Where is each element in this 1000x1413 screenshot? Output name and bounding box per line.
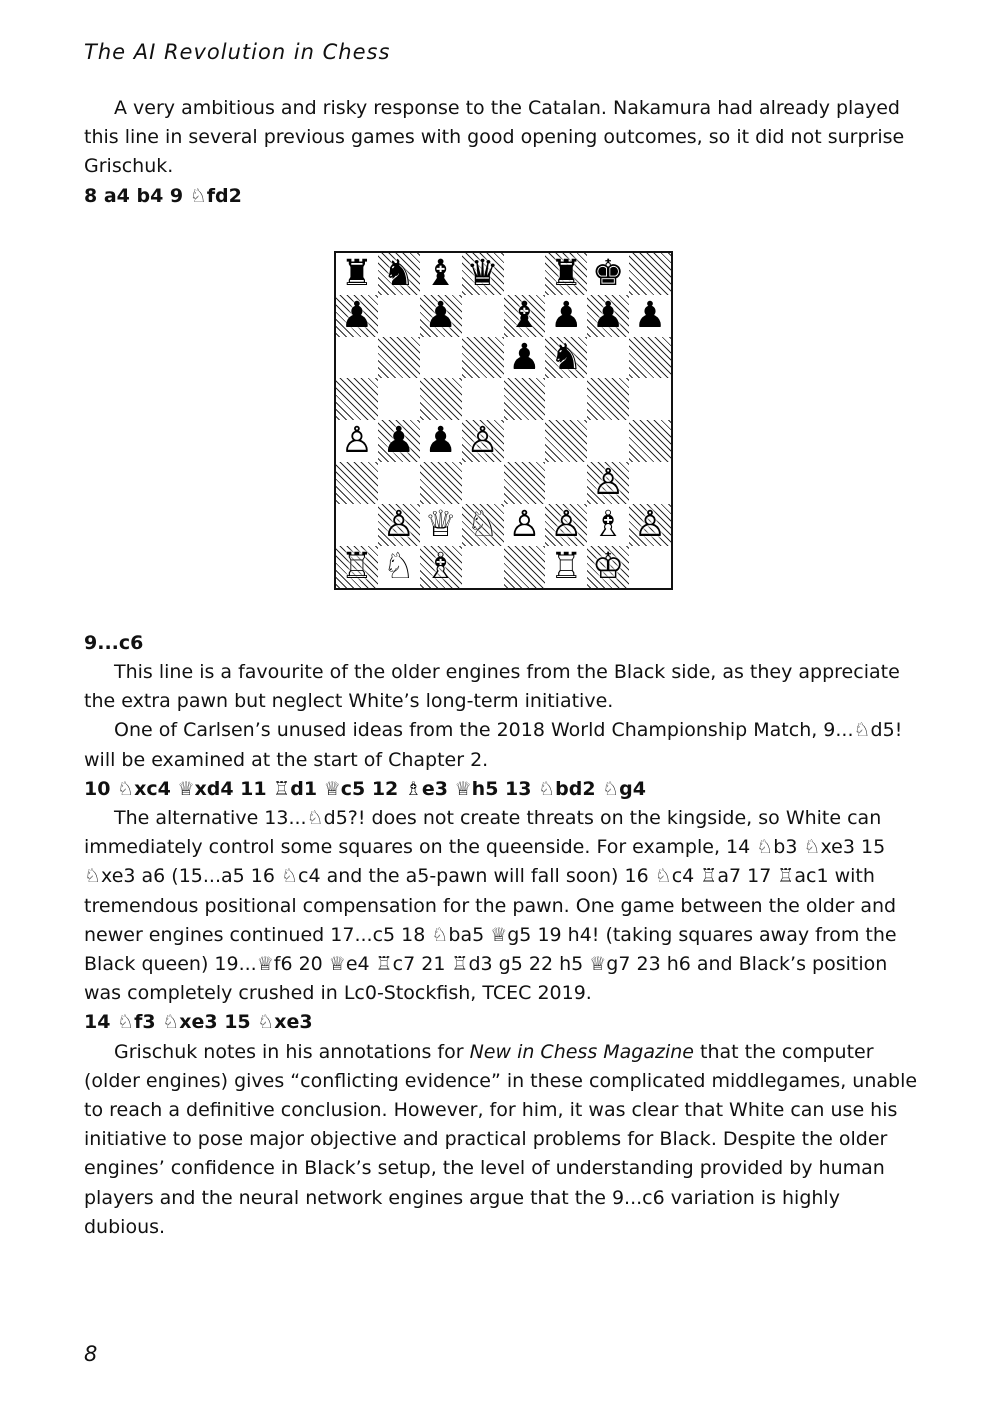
black-piece: ♟: [424, 294, 457, 336]
square-c8: [420, 253, 462, 295]
square-f7: [545, 295, 587, 337]
square-d1: [462, 546, 504, 588]
white-piece: ♕: [424, 504, 457, 545]
black-piece: ♜: [550, 252, 583, 294]
white-piece: ♗: [592, 504, 625, 545]
square-b2: [378, 504, 420, 546]
square-g8: [587, 253, 629, 295]
square-c1: [420, 546, 462, 588]
square-c3: [420, 462, 462, 504]
black-piece: ♟: [592, 294, 625, 336]
square-e7: [504, 295, 546, 337]
square-h5: [629, 378, 671, 420]
white-piece: ♗: [424, 545, 457, 587]
square-c4: [420, 420, 462, 462]
square-h3: [629, 462, 671, 504]
move-line-1: 8 a4 b4 9 ♘fd2: [84, 184, 242, 207]
move-line-2: 9...c6: [84, 631, 144, 654]
paragraph-older-engines: This line is a favourite of the older engines from the Black side, as they appreciate the extra pawn but neglect White’s long-term initiative.: [84, 661, 900, 713]
paragraph-grischuk-notes: [84, 1038, 924, 1242]
square-e1: [504, 546, 546, 588]
square-f1: [545, 546, 587, 588]
white-piece: ♖: [550, 545, 583, 587]
square-h6: [629, 337, 671, 379]
square-g4: [587, 420, 629, 462]
square-e6: [504, 337, 546, 379]
square-d6: [462, 337, 504, 379]
black-piece: ♟: [508, 336, 541, 378]
black-piece: ♚: [592, 252, 625, 294]
square-a5: [336, 378, 378, 420]
square-d8: [462, 253, 504, 295]
white-piece: ♙: [340, 420, 374, 462]
square-c6: [420, 337, 462, 379]
white-piece: ♙: [633, 504, 667, 545]
square-c5: [420, 378, 462, 420]
square-c7: [420, 295, 462, 337]
square-c2: [420, 504, 462, 546]
square-b5: [378, 378, 420, 420]
square-a6: [336, 337, 378, 379]
square-a3: [336, 462, 378, 504]
white-piece: ♙: [382, 504, 415, 545]
black-piece: ♛: [466, 252, 499, 294]
intro-paragraph: A very ambitious and risky response to the Catalan. Nakamura had already played this line in several previous games with good opening outcomes, so it did not surprise Grischuk.: [84, 97, 905, 178]
white-piece: ♔: [592, 545, 625, 587]
square-b7: [378, 295, 420, 337]
white-piece: ♘: [466, 504, 499, 545]
square-g7: [587, 295, 629, 337]
square-e8: [504, 253, 546, 295]
square-a1: [336, 546, 378, 588]
square-d2: [462, 504, 504, 546]
square-b8: [378, 253, 420, 295]
square-e5: [504, 378, 546, 420]
running-header: The AI Revolution in Chess: [84, 40, 391, 64]
chess-diagram-area: [84, 211, 924, 629]
square-d4: [462, 420, 504, 462]
white-piece: ♙: [550, 504, 583, 545]
page-content: [84, 94, 924, 1242]
square-e3: [504, 462, 546, 504]
white-piece: ♘: [382, 545, 415, 587]
black-piece: ♟: [424, 420, 457, 462]
move-line-3: 10 ♘xc4 ♕xd4 11 ♖d1 ♕c5 12 ♗e3 ♕h5 13 ♘bd2 ♘g4: [84, 777, 647, 800]
black-piece: ♞: [550, 336, 583, 378]
square-d7: [462, 295, 504, 337]
square-h1: [629, 546, 671, 588]
chess-board: [334, 251, 673, 590]
page-number: 8: [84, 1342, 98, 1366]
square-h8: [629, 253, 671, 295]
square-f8: [545, 253, 587, 295]
black-piece: ♜: [340, 252, 374, 294]
square-g5: [587, 378, 629, 420]
white-piece: ♖: [340, 545, 374, 587]
square-b1: [378, 546, 420, 588]
square-a4: [336, 420, 378, 462]
square-f4: [545, 420, 587, 462]
square-g6: [587, 337, 629, 379]
square-g3: [587, 462, 629, 504]
magazine-title: New in Chess Magazine: [469, 1040, 694, 1063]
square-h2: [629, 504, 671, 546]
square-d5: [462, 378, 504, 420]
square-h4: [629, 420, 671, 462]
paragraph-carlsen-idea: One of Carlsen’s unused ideas from the 2018 World Championship Match, 9...♘d5! will be examined at the start of Chapter 2.: [84, 719, 903, 771]
white-piece: ♙: [592, 462, 625, 504]
square-e2: [504, 504, 546, 546]
square-a2: [336, 504, 378, 546]
square-b4: [378, 420, 420, 462]
square-h7: [629, 295, 671, 337]
black-piece: ♟: [382, 420, 415, 462]
paragraph-grischuk-part-a: Grischuk notes in his annotations for: [114, 1040, 470, 1063]
black-piece: ♟: [633, 294, 667, 336]
square-g2: [587, 504, 629, 546]
paragraph-alternative: The alternative 13...♘d5?! does not create threats on the kingside, so White can immediately control some squares on the queenside. For example, 14 ♘b3 ♘xe3 15 ♘xe3 a6 (15...a5 16 ♘c4 and the a5-pawn will fall soon) 16 ♘c4 ♖a7 17 ♖ac1 with tremendous positional compensation for the pawn. One game between the older and newer engines continued 17...c5 18 ♘ba5 ♕g5 19 h4! (taking squares away from the Black queen) 19...♕f6 20 ♕e4 ♖c7 21 ♖d3 g5 22 h5 ♕g7 23 h6 and Black’s position was completely crushed in Lc0-Stockfish, TCEC 2019.: [84, 807, 897, 1005]
white-piece: ♙: [466, 420, 499, 462]
square-d3: [462, 462, 504, 504]
move-line-4: 14 ♘f3 ♘xe3 15 ♘xe3: [84, 1011, 313, 1034]
square-e4: [504, 420, 546, 462]
black-piece: ♟: [550, 294, 583, 336]
square-b6: [378, 337, 420, 379]
square-g1: [587, 546, 629, 588]
square-f3: [545, 462, 587, 504]
square-f5: [545, 378, 587, 420]
black-piece: ♝: [508, 294, 541, 336]
square-f6: [545, 337, 587, 379]
black-piece: ♟: [340, 294, 374, 336]
square-f2: [545, 504, 587, 546]
square-b3: [378, 462, 420, 504]
square-a7: [336, 295, 378, 337]
black-piece: ♝: [424, 252, 457, 294]
white-piece: ♙: [508, 504, 541, 545]
square-a8: [336, 253, 378, 295]
black-piece: ♞: [382, 252, 415, 294]
paragraph-grischuk-part-b: that the computer (older engines) gives “conflicting evidence” in these complicated middlegames, unable to reach a definitive conclusion. However, for him, it was clear that White can use his initiative to pose major objective and practical problems for Black. Despite the older engines’ confidence in Black’s setup, the level of understanding provided by human players and the neural network engines argue that the 9...c6 variation is highly dubious.: [84, 1040, 918, 1238]
